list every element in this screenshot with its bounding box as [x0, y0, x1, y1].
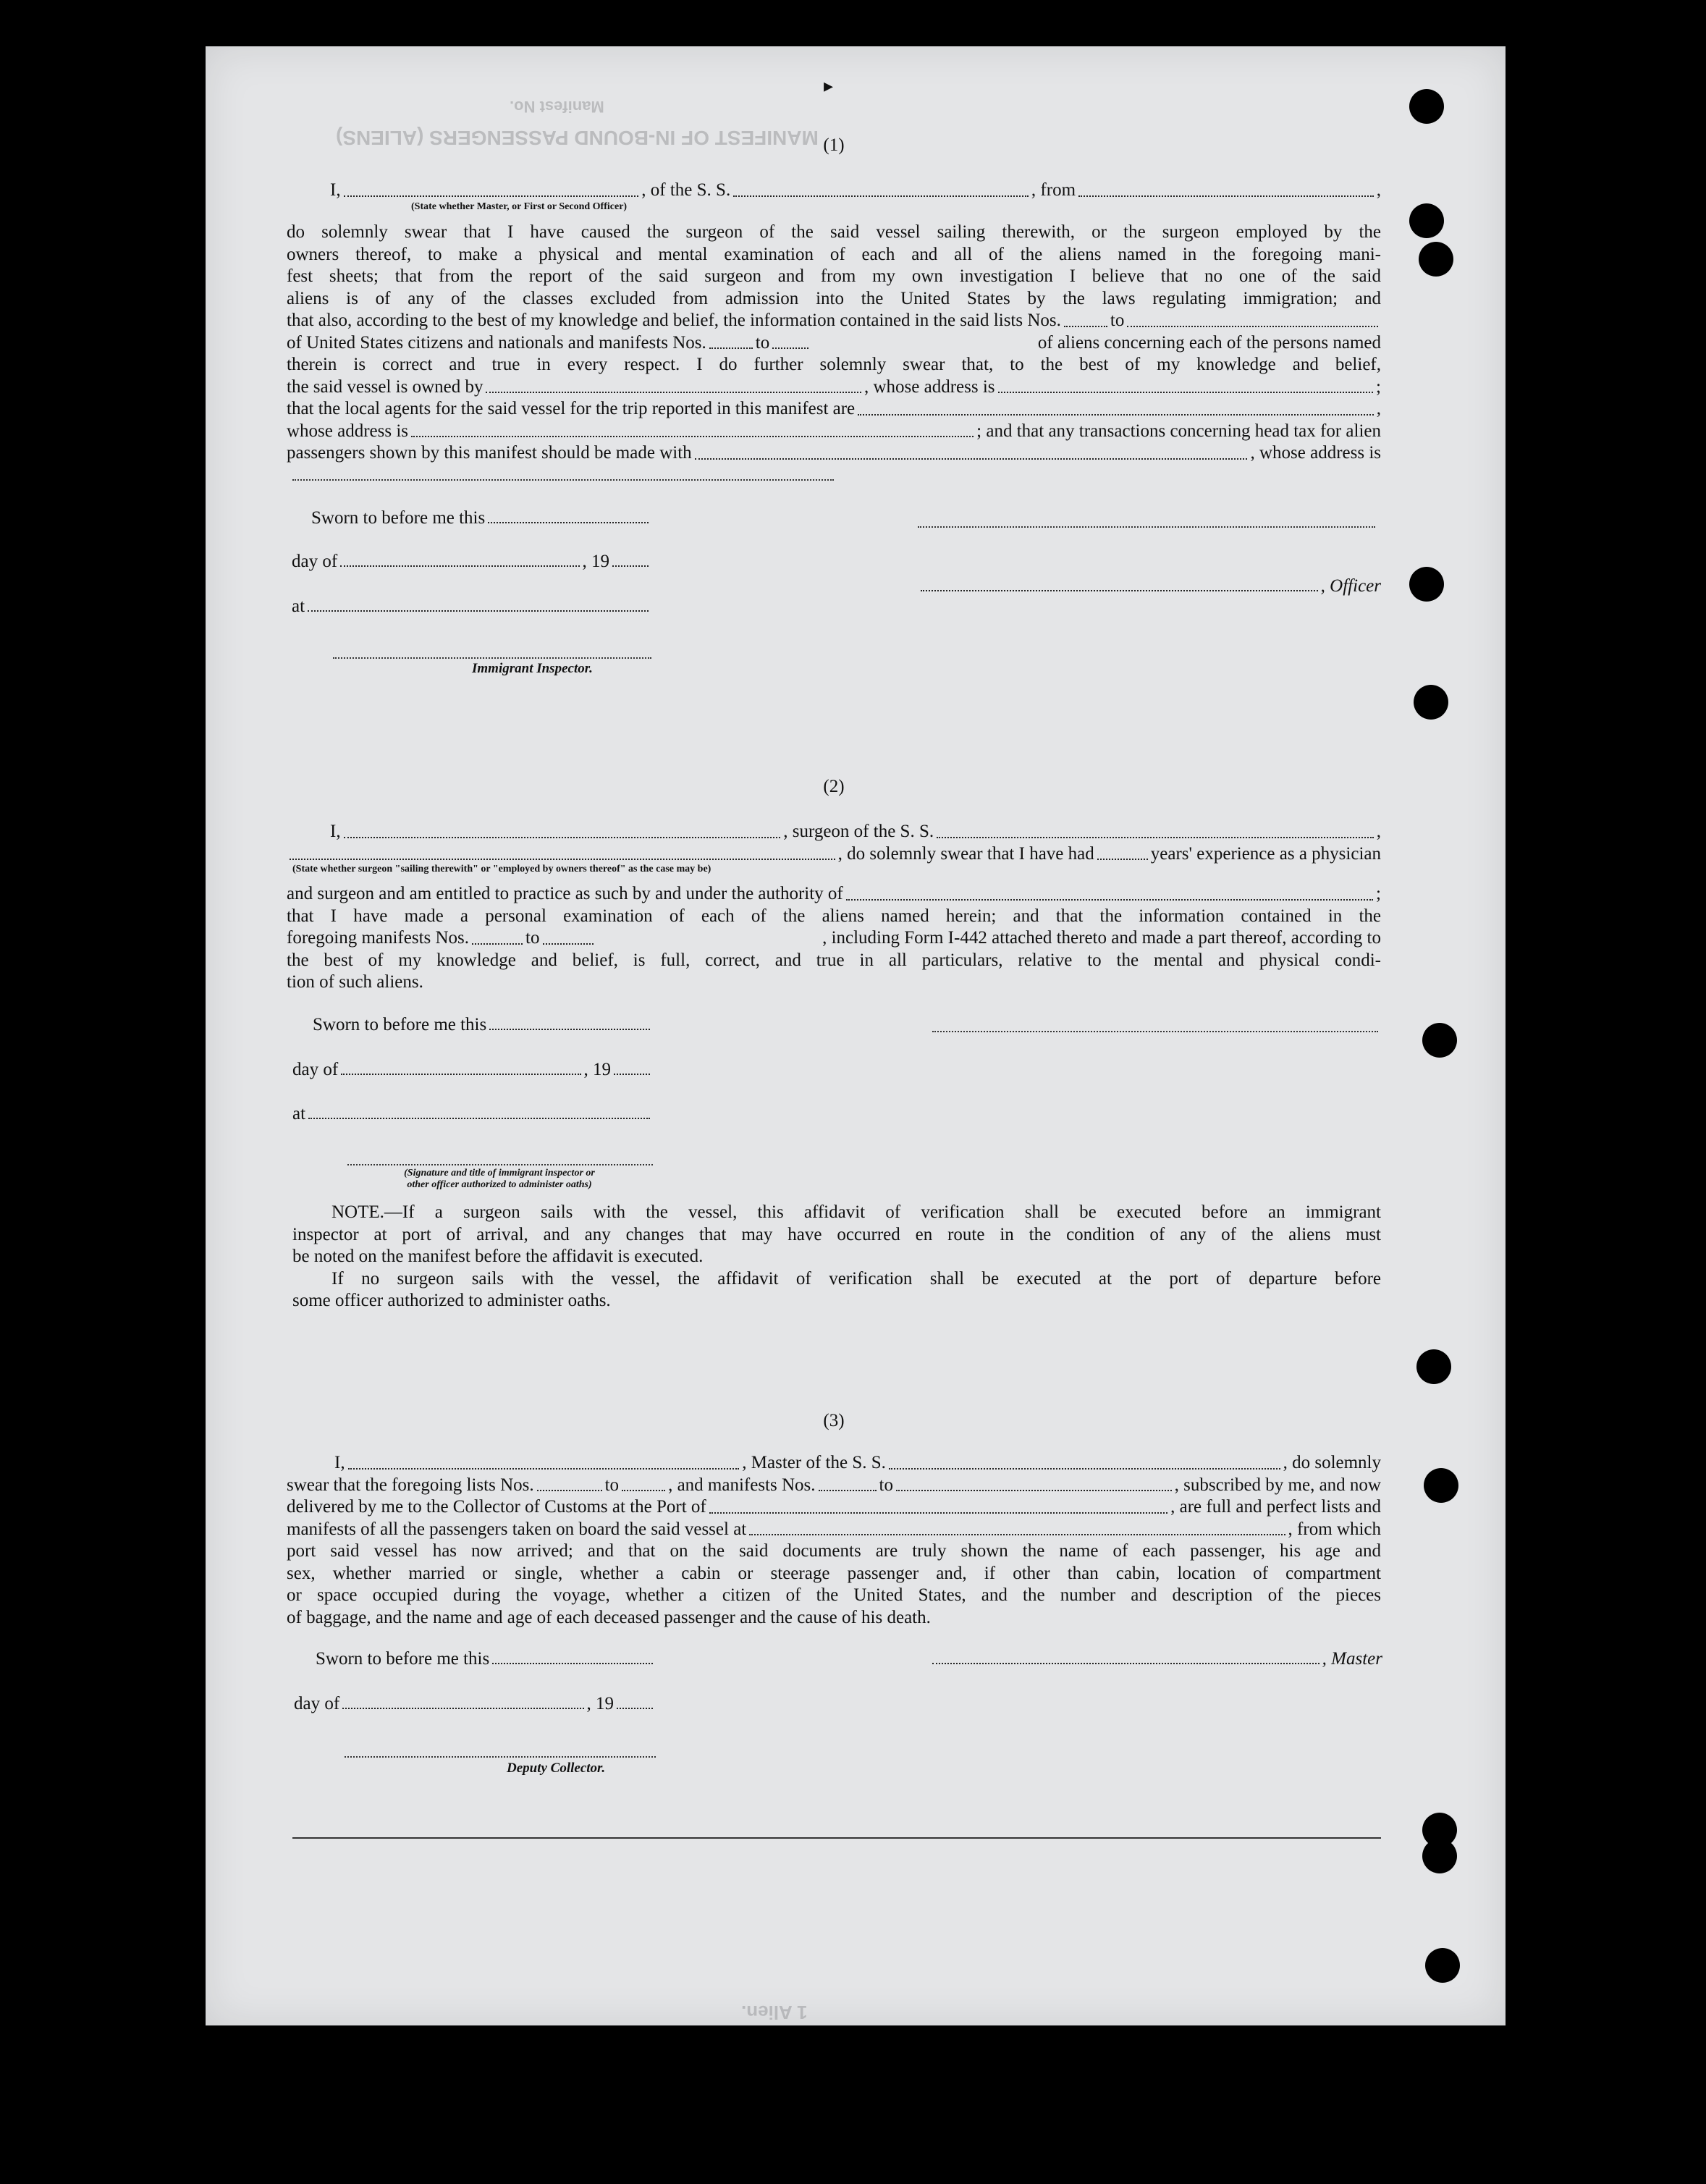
inspector-signature-line [333, 657, 651, 659]
label: ; [1376, 376, 1381, 397]
master-signature-blank [932, 1663, 1319, 1664]
manifest-to-blank [896, 1490, 1172, 1491]
label: , 19 [582, 552, 609, 571]
label: be noted on the manifest before the affidavit is executed. [292, 1247, 704, 1266]
label: , 19 [586, 1694, 614, 1713]
section-3-sworn [316, 1648, 656, 1669]
inspector-signature-line [347, 1164, 653, 1165]
body-line [287, 1607, 1381, 1629]
label: ; [1376, 884, 1381, 903]
label: to [879, 1475, 893, 1495]
label: I, [330, 180, 341, 200]
stray-mark: ▸ [824, 75, 834, 96]
label: to [755, 332, 770, 353]
lists-to-blank [622, 1490, 665, 1491]
month-blank [342, 1708, 583, 1709]
section-2-note [292, 1202, 1381, 1312]
label: , including Form I-442 attached thereto and made a part thereof, according to [822, 928, 1381, 948]
date-blank [492, 1663, 653, 1664]
label: of United States citizens and nationals and manifests Nos. [287, 332, 706, 353]
label: , Master of the S. S. [742, 1453, 886, 1472]
label: day of [292, 1060, 339, 1079]
vessel-name-blank [733, 195, 1029, 197]
section-2-dayof [292, 1058, 653, 1080]
punch-hole [1422, 1023, 1457, 1058]
date-blank [489, 1029, 650, 1030]
label: that the local agents for the said vessel for the trip reported in this manifest are [287, 399, 856, 418]
label: the said vessel is owned by [287, 376, 483, 397]
label: , whose address is [1250, 443, 1381, 463]
punch-hole [1409, 89, 1444, 124]
year-blank [614, 1074, 650, 1075]
label: , do solemnly [1283, 1453, 1382, 1472]
port-blank [709, 1512, 1167, 1514]
label: of aliens concerning each of the persons named [1037, 332, 1381, 353]
label: Sworn to before me this [316, 1649, 490, 1669]
label: day of [292, 552, 338, 571]
place-blank [308, 1118, 650, 1119]
section-3-master-signature [929, 1648, 1382, 1669]
label: , Master [1322, 1649, 1382, 1669]
label: passengers shown by this manifest should be made with [287, 443, 692, 463]
label: , and manifests Nos. [668, 1475, 816, 1495]
punch-hole [1409, 203, 1444, 238]
bleed-through-manifest-no: Manifest No. [510, 98, 604, 116]
label: , 19 [583, 1060, 611, 1079]
origin-port-blank [1078, 195, 1374, 197]
punch-hole [1409, 567, 1444, 602]
manifest-from-blank [709, 347, 753, 349]
surgeon-name-blank [344, 837, 781, 838]
bleed-through-footer: 1 Alien. [741, 2002, 808, 2023]
authority-blank [846, 899, 1373, 901]
body-line: aliens is of any of the classes excluded from admission into the United States by the laws regulating immigration; and [287, 288, 1381, 308]
month-blank [341, 1074, 580, 1075]
label: , from which [1288, 1519, 1381, 1539]
body-line: or space occupied during the voyage, whether a citizen of the United States, and the number and description of the pieces [287, 1585, 1381, 1605]
body-line [287, 971, 1381, 994]
body-line: owners thereof, to make a physical and mental examination of each and all of the aliens named in the foregoing mani- [287, 244, 1381, 264]
vessel-name-blank [889, 1468, 1280, 1470]
label: , do solemnly swear that I have had [837, 843, 1094, 864]
label: at [292, 596, 305, 616]
note-text: —If a surgeon sails with the vessel, this affidavit of verification shall be executed before an immigrant [384, 1202, 1381, 1222]
label: , surgeon of the S. S. [783, 822, 934, 841]
section-2-number: (2) [823, 777, 845, 796]
surgeon-signature-line [932, 1031, 1378, 1032]
label: , Officer [1320, 576, 1381, 596]
note-line: If no surgeon sails with the vessel, the affidavit of verification shall be executed at the port of departure before [332, 1268, 1381, 1289]
section-2-body-cont [287, 883, 1381, 994]
owner-blank [486, 392, 861, 393]
section-3-number: (3) [823, 1411, 845, 1430]
body-line: the best of my knowledge and belief, is full, correct, and true in all particulars, relative to the mental and physical condi- [287, 950, 1381, 970]
inspector-caption: Immigrant Inspector. [472, 661, 593, 676]
manifest-to-blank [543, 943, 594, 945]
place-blank [308, 610, 649, 612]
section-1-sworn [311, 507, 651, 528]
label: I, [330, 822, 341, 841]
body-line: port said vessel has now arrived; and that on the said documents are truly shown the name of each passenger, his age and [287, 1541, 1381, 1561]
body-line: that I have made a personal examination of each of the aliens named herein; and that the information contained in the [287, 906, 1381, 926]
punch-hole [1419, 242, 1453, 277]
year-blank [612, 565, 649, 567]
surgeon-status-blank [290, 859, 835, 860]
body-line: fest sheets; that from the report of the said surgeon and from my own investigation I believe that no one of the said [287, 266, 1381, 286]
label: to [525, 928, 540, 948]
label: delivered by me to the Collector of Customs at the Port of [287, 1497, 706, 1517]
section-3-dayof [294, 1692, 656, 1714]
note-line [292, 1290, 1381, 1312]
label: , of the S. S. [641, 180, 731, 200]
master-name-blank [348, 1468, 740, 1470]
section-1-number: (1) [823, 135, 845, 155]
section-3-body [287, 1452, 1381, 1629]
label: to [1110, 311, 1125, 330]
label: manifests of all the passengers taken on board the said vessel at [287, 1519, 747, 1539]
section-1-at [292, 595, 651, 617]
label: and surgeon and am entitled to practice as such by and under the authority of [287, 884, 843, 903]
section-2-sworn [313, 1013, 653, 1035]
date-blank [488, 522, 649, 523]
section-1-oath-line [287, 180, 1381, 202]
manifest-to-blank [772, 347, 808, 349]
deputy-caption: Deputy Collector. [507, 1761, 606, 1776]
deputy-signature-line [345, 1756, 656, 1758]
section-1-officer-signature [918, 575, 1381, 596]
head-tax-contact-blank [695, 458, 1248, 460]
body-line: sex, whether married or single, whether a cabin or steerage passenger and, if other than cabin, location of compartment [287, 1563, 1381, 1583]
label: , [1376, 399, 1381, 418]
note-head: NOTE. [332, 1202, 384, 1222]
caption-line: other officer authorized to administer oaths) [407, 1179, 592, 1190]
body-line: therein is correct and true in every respect. I do further solemnly swear that, to the best of my knowledge and belief, [287, 355, 1381, 374]
punch-hole [1414, 685, 1448, 720]
section-2-surgeon-note: (State whether surgeon "sailing therewith" or "employed by owners thereof" as the case may be) [292, 864, 711, 874]
section-1-dayof [292, 550, 651, 572]
lists-from-blank [537, 1490, 602, 1491]
label: that also, according to the best of my knowledge and belief, the information contained in the said lists Nos. [287, 311, 1061, 330]
punch-hole [1425, 1948, 1460, 1983]
signature-caption [340, 1168, 659, 1191]
note-line: inspector at port of arrival, and any changes that may have occurred en route in the condition of any of the aliens must [292, 1224, 1381, 1244]
section-1-officer-note: (State whether Master, or First or Second Officer) [411, 201, 628, 212]
label: ; and that any transactions concerning head tax for alien [976, 421, 1381, 441]
section-2-at [292, 1102, 653, 1124]
label: of baggage, and the name and age of each deceased passenger and the cause of his death. [287, 1607, 931, 1627]
punch-hole [1422, 1839, 1457, 1873]
punch-hole [1416, 1349, 1451, 1384]
lists-from-blank [1064, 326, 1107, 327]
caption-line: (Signature and title of immigrant inspector or [404, 1168, 595, 1179]
label: some officer authorized to administer oaths. [292, 1291, 611, 1310]
punch-hole [1424, 1468, 1458, 1503]
section-1-body [287, 222, 1381, 465]
vessel-name-blank [937, 837, 1374, 838]
section-2-body [287, 821, 1381, 865]
label: , from [1031, 180, 1076, 200]
label: day of [294, 1694, 340, 1713]
departure-port-blank [749, 1534, 1285, 1535]
month-blank [340, 565, 579, 567]
lists-to-blank [1127, 326, 1378, 327]
label: I, [334, 1453, 345, 1472]
master-signature-line [918, 526, 1375, 528]
label: Sworn to before me this [313, 1015, 487, 1034]
label: swear that the foregoing lists Nos. [287, 1475, 534, 1495]
label: foregoing manifests Nos. [287, 928, 470, 948]
label: , [1376, 180, 1381, 200]
officer-signature-blank [921, 590, 1318, 591]
note-line [292, 1246, 1381, 1268]
label: , [1376, 822, 1382, 841]
officer-title-blank [344, 195, 639, 197]
label: to [604, 1475, 620, 1495]
local-agents-blank [858, 414, 1374, 416]
label: tion of such aliens. [287, 972, 423, 992]
manifest-from-blank [472, 943, 523, 945]
year-blank [617, 1708, 653, 1709]
manifest-from-blank [819, 1490, 877, 1491]
note-line [292, 1202, 1381, 1224]
label: Sworn to before me this [311, 508, 486, 528]
address-continuation-blank [292, 479, 834, 481]
label: at [292, 1104, 306, 1123]
bleed-through-title: MANIFEST OF IN-BOUND PASSENGERS (ALIENS) [336, 127, 819, 149]
label: whose address is [287, 421, 409, 441]
label: years' experience as a physician [1150, 843, 1381, 864]
years-blank [1097, 859, 1148, 860]
body-line: do solemnly swear that I have caused the surgeon of the said vessel sailing therewith, or the surgeon employed by the [287, 222, 1381, 242]
label: , subscribed by me, and now [1174, 1475, 1381, 1495]
bottom-rule [292, 1837, 1381, 1839]
agents-address-blank [411, 436, 974, 437]
owner-address-blank [998, 392, 1374, 393]
label: , are full and perfect lists and [1170, 1497, 1381, 1517]
label: , whose address is [864, 376, 995, 397]
